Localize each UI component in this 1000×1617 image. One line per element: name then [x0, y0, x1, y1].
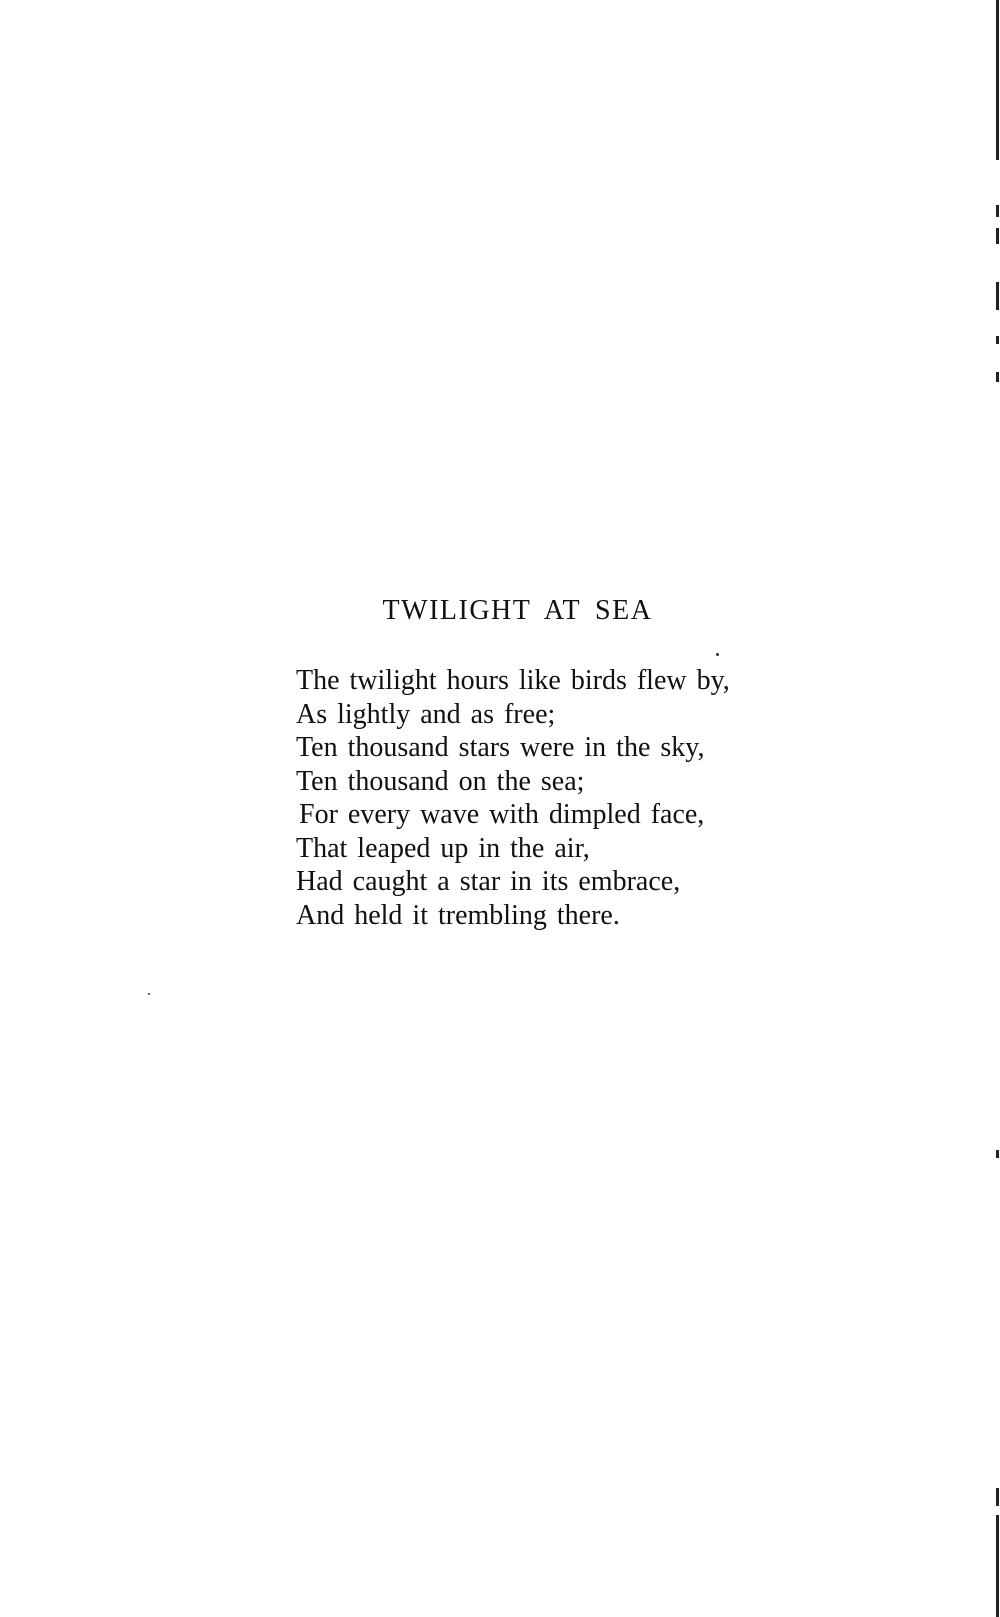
poem-line: For every wave with dimpled face,	[299, 799, 705, 830]
ink-speck	[148, 993, 150, 995]
scan-edge-mark	[996, 228, 999, 244]
scan-edge-mark	[996, 336, 999, 344]
poem-line: As lightly and as free;	[296, 698, 556, 730]
poem-title: TWILIGHT AT SEA	[382, 595, 653, 626]
poem-line: The twilight hours like birds flew by,	[296, 665, 730, 696]
scan-edge-mark	[996, 205, 999, 217]
scan-edge-mark	[996, 1488, 999, 1506]
poem-line: Ten thousand on the sea;	[296, 765, 585, 797]
scan-edge-mark	[996, 1150, 999, 1158]
scan-edge-mark	[996, 1515, 999, 1617]
scan-edge-mark	[996, 0, 999, 160]
poem-line: Had caught a star in its embrace,	[296, 866, 681, 897]
scan-edge-mark	[996, 372, 999, 382]
poem-stanza	[296, 664, 730, 932]
poem-line: Ten thousand stars were in the sky,	[296, 732, 705, 763]
ink-speck	[716, 653, 719, 656]
poem-line: That leaped up in the air,	[296, 832, 590, 864]
poem-line: And held it trembling there.	[296, 899, 620, 931]
scan-edge-mark	[996, 282, 999, 310]
